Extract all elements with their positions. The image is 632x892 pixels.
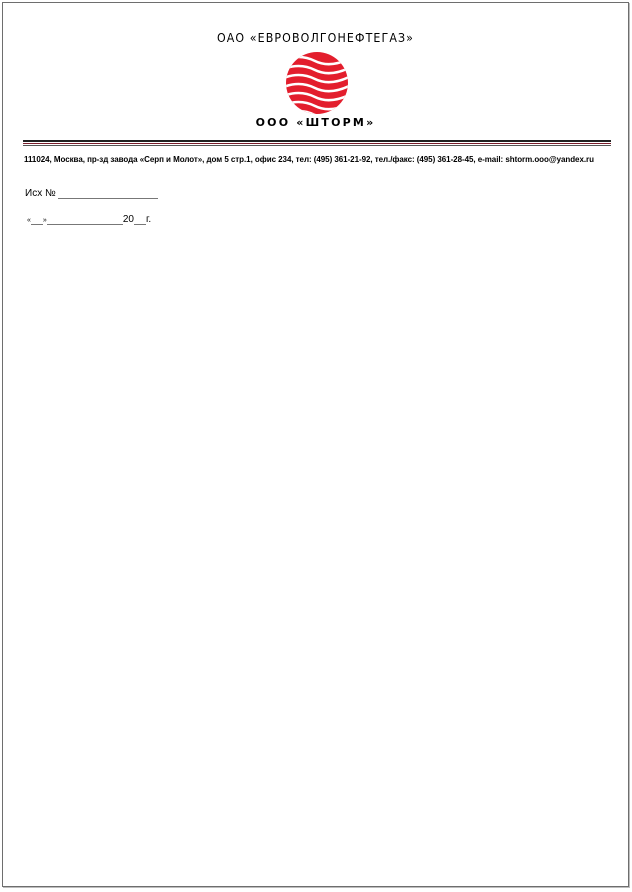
date-month-blank — [47, 216, 123, 225]
date-year-prefix: 20 — [122, 214, 134, 225]
outgoing-number-label: Исх № — [25, 188, 56, 199]
company-name: ООО «ШТОРМ» — [255, 116, 376, 129]
header-rule-dark — [23, 140, 611, 142]
outgoing-number-blank — [58, 189, 158, 199]
letterhead-page — [2, 2, 629, 887]
date-year-suffix: г. — [145, 214, 152, 225]
date-day-blank — [31, 216, 43, 225]
date-open-quote: « — [27, 217, 31, 224]
date-field — [27, 214, 151, 225]
company-address: 111024, Москва, пр-зд завода «Серп и Молот», дом 5 стр.1, офис 234, тел: (495) 361-21-92, тел./факс: (495) 361-28-45, e-mail: shtorm.ooo@yandex.ru — [24, 155, 594, 164]
header-rule-thin — [23, 145, 611, 146]
red-striped-sphere-icon — [285, 51, 349, 115]
header-rule-accent — [23, 143, 611, 144]
date-year-blank — [134, 216, 146, 225]
date-close-quote: » — [42, 217, 47, 224]
parent-company-name: ОАО «ЕВРОВОЛГОНЕФТЕГАЗ» — [216, 31, 415, 45]
outgoing-number-field — [25, 188, 158, 199]
